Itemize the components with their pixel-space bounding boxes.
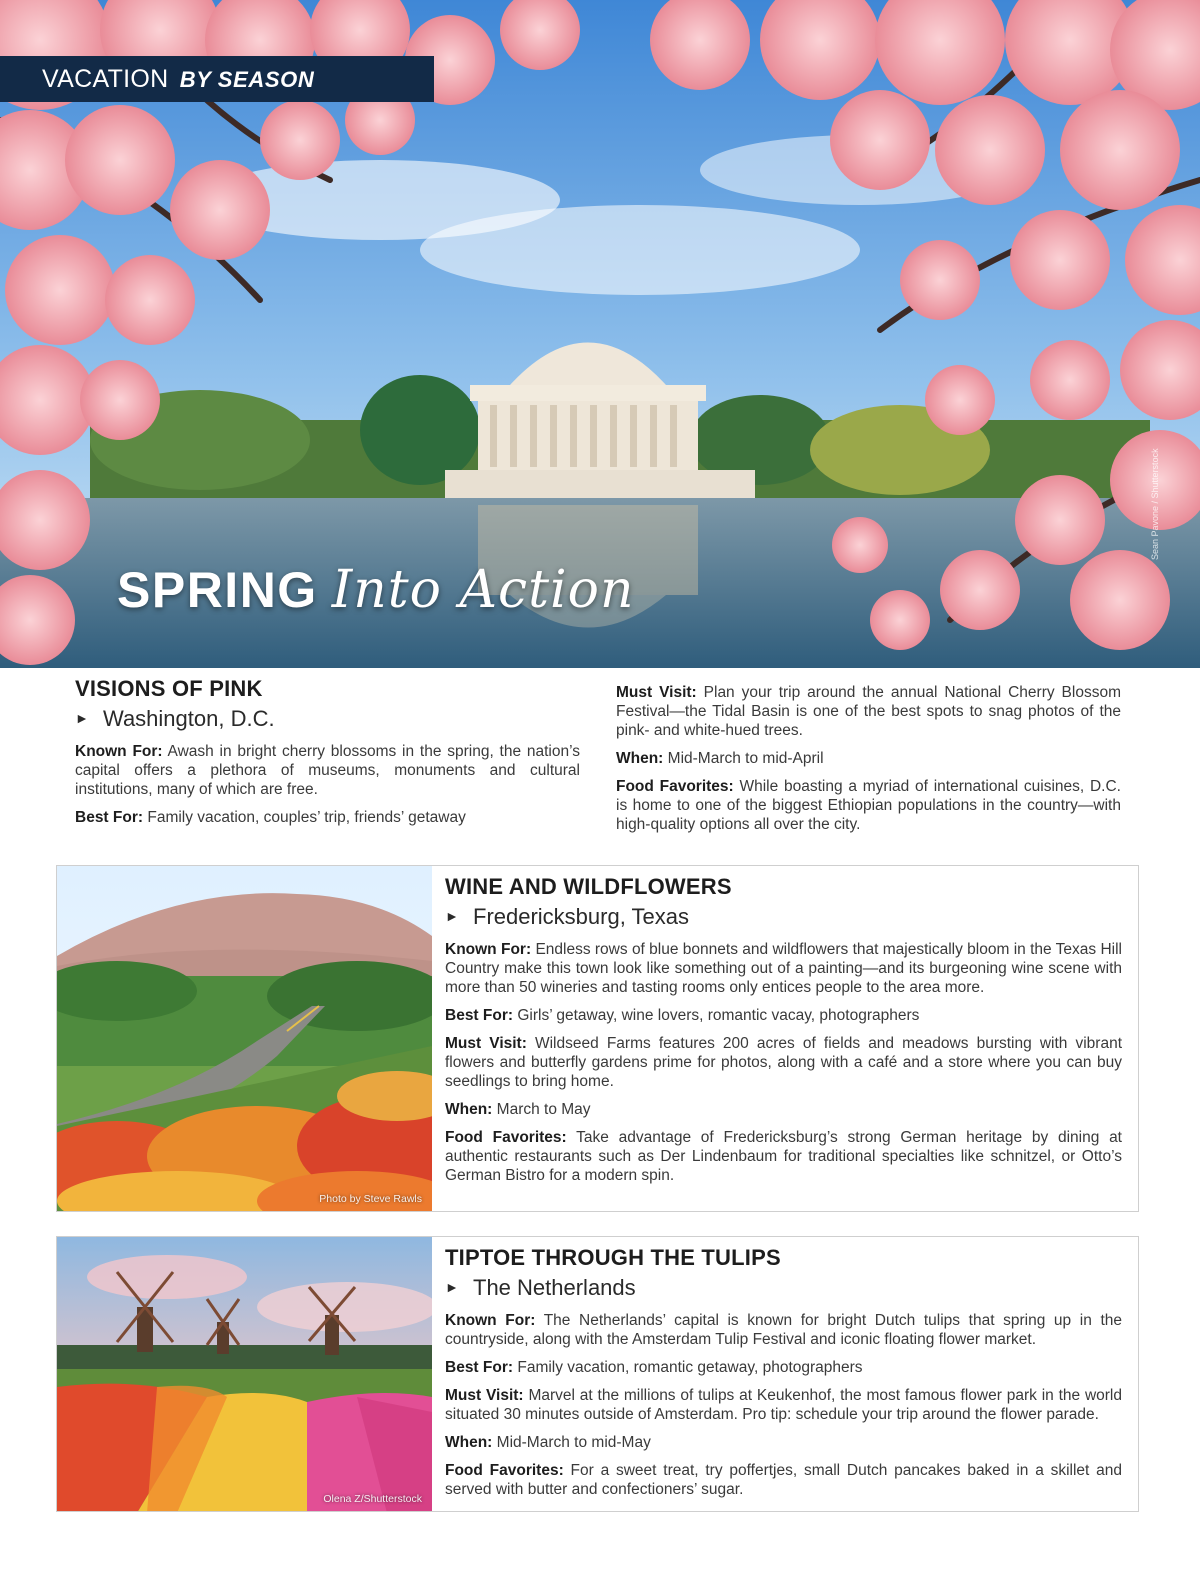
texas-must-visit bbox=[445, 1034, 1122, 1091]
texas-food-favorites-text: Take advantage of Fredericksburg’s strong German heritage by dining at authentic restaurants such as Der Lindenbaum for traditional specialties like schnitzel, or Otto’s German Bistro for a modern spin. bbox=[445, 1129, 1122, 1184]
texas-food-favorites bbox=[445, 1128, 1122, 1185]
netherlands-best-for-text: Family vacation, romantic getaway, photographers bbox=[517, 1359, 863, 1376]
hero-photo-credit: Sean Pavone / Shutterstock bbox=[1150, 448, 1160, 560]
texas-known-for bbox=[445, 940, 1122, 997]
netherlands-photo bbox=[57, 1237, 432, 1511]
netherlands-location-text: The Netherlands bbox=[473, 1275, 636, 1300]
known-for-label: Known For: bbox=[445, 941, 532, 958]
netherlands-photo-windmills-tulips bbox=[57, 1237, 432, 1511]
texas-when bbox=[445, 1100, 1122, 1119]
dc-article-left bbox=[75, 676, 580, 836]
netherlands-must-visit bbox=[445, 1386, 1122, 1424]
texas-must-visit-text: Wildseed Farms features 200 acres of fields and meadows bursting with vibrant flowers and butterfly gardens prime for photos, along with a café and a store where you can buy seedlings to bring home. bbox=[445, 1035, 1122, 1090]
netherlands-food-favorites-text: For a sweet treat, try poffertjes, small Dutch pancakes baked in a skillet and served with butter and confectioners’ sugar. bbox=[445, 1462, 1123, 1498]
dc-food-favorites-text: While boasting a myriad of international cuisines, D.C. is home to one of the biggest Ethiopian populations in the country—with high-quality options all over the city. bbox=[616, 778, 1121, 833]
hero-headline-script: Into Action bbox=[331, 560, 635, 620]
netherlands-location bbox=[445, 1275, 1122, 1301]
dc-location-text: Washington, D.C. bbox=[103, 706, 275, 731]
best-for-label: Best For: bbox=[445, 1007, 514, 1024]
texas-best-for bbox=[445, 1006, 1122, 1025]
dc-best-for-text: Family vacation, couples’ trip, friends’ getaway bbox=[147, 809, 466, 826]
when-label: When: bbox=[445, 1434, 493, 1451]
dc-known-for bbox=[75, 742, 580, 799]
section-banner-bold: BY SEASON bbox=[179, 67, 315, 92]
netherlands-title: TIPTOE THROUGH THE TULIPS bbox=[445, 1245, 781, 1270]
texas-location bbox=[445, 904, 1122, 930]
dc-when bbox=[616, 749, 1121, 768]
netherlands-best-for bbox=[445, 1358, 1122, 1377]
netherlands-when-text: Mid-March to mid-May bbox=[496, 1434, 651, 1451]
dc-must-visit bbox=[616, 683, 1121, 740]
food-favorites-label: Food Favorites: bbox=[616, 778, 734, 795]
netherlands-when bbox=[445, 1433, 1122, 1452]
texas-photo bbox=[57, 866, 432, 1211]
netherlands-food-favorites bbox=[445, 1461, 1122, 1499]
hero-headline-bold: SPRING bbox=[117, 562, 318, 618]
netherlands-known-for bbox=[445, 1311, 1122, 1349]
netherlands-article bbox=[445, 1245, 1122, 1508]
play-arrow-icon: ► bbox=[445, 1279, 459, 1295]
dc-title: VISIONS OF PINK bbox=[75, 676, 263, 701]
play-arrow-icon: ► bbox=[75, 710, 89, 726]
netherlands-photo-credit: Olena Z/Shutterstock bbox=[323, 1493, 422, 1505]
netherlands-card bbox=[56, 1236, 1139, 1512]
texas-photo-credit: Photo by Steve Rawls bbox=[319, 1193, 422, 1205]
must-visit-label: Must Visit: bbox=[445, 1387, 524, 1404]
texas-title: WINE AND WILDFLOWERS bbox=[445, 874, 732, 899]
hero-banner bbox=[0, 0, 1200, 668]
known-for-label: Known For: bbox=[75, 743, 163, 760]
play-arrow-icon: ► bbox=[445, 908, 459, 924]
food-favorites-label: Food Favorites: bbox=[445, 1129, 567, 1146]
texas-best-for-text: Girls’ getaway, wine lovers, romantic vacay, photographers bbox=[517, 1007, 920, 1024]
food-favorites-label: Food Favorites: bbox=[445, 1462, 564, 1479]
hero-headline bbox=[117, 560, 634, 640]
texas-location-text: Fredericksburg, Texas bbox=[473, 904, 690, 929]
dc-when-text: Mid-March to mid-April bbox=[667, 750, 824, 767]
netherlands-known-for-text: The Netherlands’ capital is known for bright Dutch tulips that spring up in the countryside, along with the Amsterdam Tulip Festival and iconic floating flower market. bbox=[445, 1312, 1122, 1348]
best-for-label: Best For: bbox=[75, 809, 144, 826]
best-for-label: Best For: bbox=[445, 1359, 514, 1376]
must-visit-label: Must Visit: bbox=[616, 684, 697, 701]
dc-known-for-text: Awash in bright cherry blossoms in the spring, the nation’s capital offers a plethora of museums, monuments and cultural institutions, many of which are free. bbox=[75, 743, 581, 798]
texas-article bbox=[445, 874, 1122, 1194]
texas-known-for-text: Endless rows of blue bonnets and wildflowers that majestically bloom in the Texas Hill Country make this town look like something out of a painting—and its burgeoning wine scene with more than 50 wineries and tasting rooms only entices people to the area more. bbox=[445, 941, 1123, 996]
netherlands-must-visit-text: Marvel at the millions of tulips at Keukenhof, the most famous flower park in the world situated 30 minutes outside of Amsterdam. Pro tip: schedule your trip around the flower parade. bbox=[445, 1387, 1122, 1423]
texas-card bbox=[56, 865, 1139, 1212]
texas-when-text: March to May bbox=[496, 1101, 591, 1118]
dc-food-favorites bbox=[616, 777, 1121, 834]
texas-photo-hill-road-wildflowers bbox=[57, 866, 432, 1211]
dc-best-for bbox=[75, 808, 580, 827]
dc-must-visit-text: Plan your trip around the annual National Cherry Blossom Festival—the Tidal Basin is one of the best spots to snag photos of the pink- and white-hued trees. bbox=[616, 684, 1121, 739]
must-visit-label: Must Visit: bbox=[445, 1035, 527, 1052]
section-banner bbox=[0, 56, 434, 102]
known-for-label: Known For: bbox=[445, 1312, 536, 1329]
dc-article-right bbox=[616, 683, 1121, 843]
dc-location bbox=[75, 706, 580, 732]
when-label: When: bbox=[445, 1101, 493, 1118]
when-label: When: bbox=[616, 750, 664, 767]
section-banner-light: VACATION bbox=[42, 65, 169, 93]
